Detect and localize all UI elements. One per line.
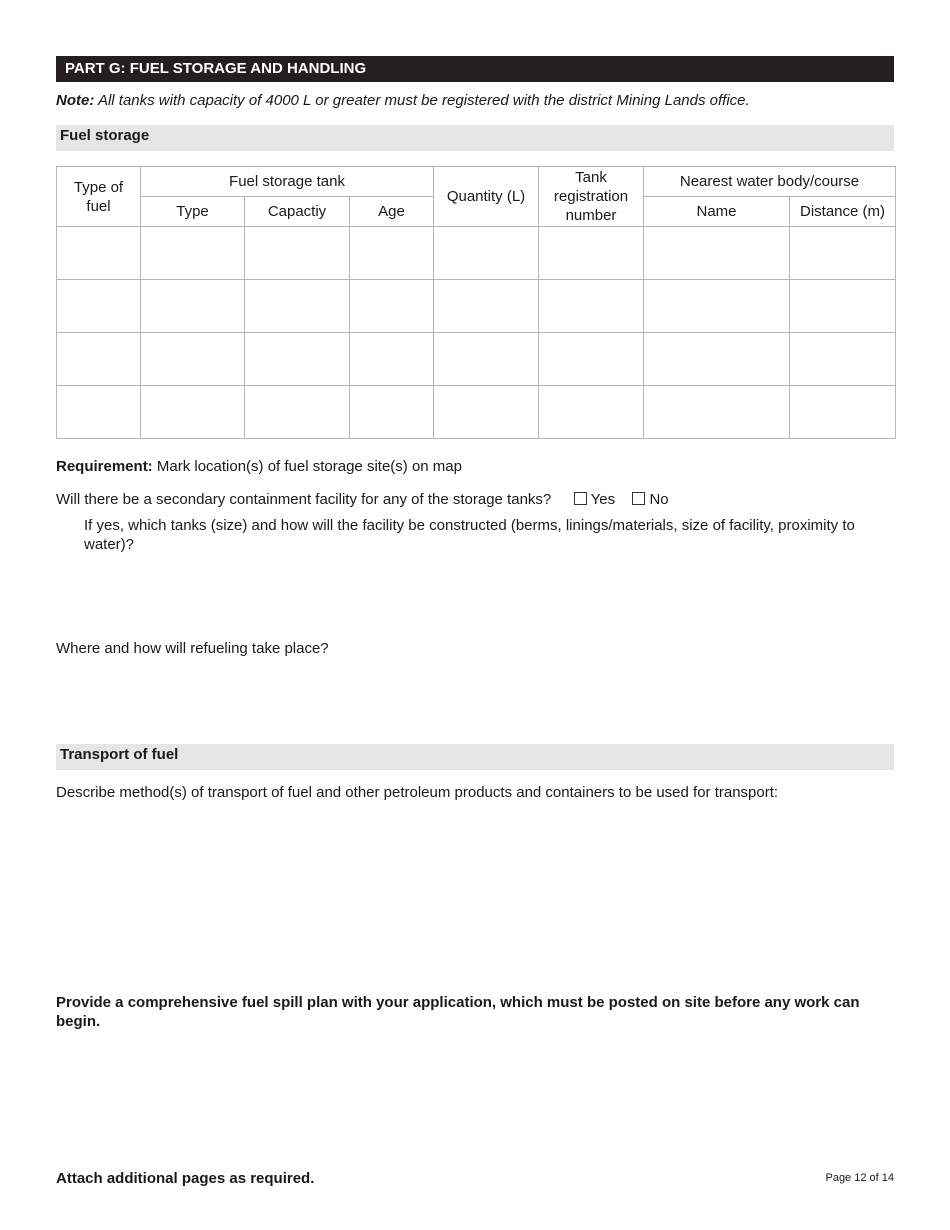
page-number: Page 12 of 14 — [825, 1172, 894, 1184]
cell-input[interactable] — [434, 333, 539, 386]
cell-input[interactable] — [539, 227, 644, 280]
cell-input[interactable] — [790, 227, 896, 280]
if-yes-answer-area[interactable] — [84, 556, 894, 626]
requirement-text: Mark location(s) of fuel storage site(s) on map — [152, 458, 462, 475]
cell-input[interactable] — [245, 333, 350, 386]
table-row — [57, 227, 896, 280]
col-quantity: Quantity (L) — [434, 167, 539, 227]
table-row — [57, 333, 896, 386]
col-type-of-fuel: Type of fuel — [57, 167, 141, 227]
cell-input[interactable] — [539, 386, 644, 439]
cell-input[interactable] — [434, 386, 539, 439]
table-row — [57, 280, 896, 333]
cell-input[interactable] — [141, 227, 245, 280]
attach-pages-text: Attach additional pages as required. — [56, 1170, 315, 1187]
cell-input[interactable] — [141, 386, 245, 439]
yes-label: Yes — [590, 491, 616, 508]
fuel-storage-table — [56, 166, 896, 439]
cell-input[interactable] — [790, 386, 896, 439]
transport-section-title: Transport of fuel — [56, 744, 894, 770]
refueling-answer-area[interactable] — [56, 664, 894, 736]
col-water-name: Name — [644, 197, 790, 227]
no-option[interactable] — [632, 491, 668, 508]
col-capacity: Capactiy — [245, 197, 350, 227]
table-row — [57, 386, 896, 439]
cell-input[interactable] — [790, 280, 896, 333]
cell-input[interactable] — [141, 280, 245, 333]
cell-input[interactable] — [245, 386, 350, 439]
note-label: Note: — [56, 92, 95, 109]
group-nearest-water: Nearest water body/course — [644, 167, 896, 197]
cell-input[interactable] — [350, 333, 434, 386]
cell-input[interactable] — [350, 227, 434, 280]
yes-checkbox[interactable] — [574, 492, 587, 505]
refueling-question: Where and how will refueling take place? — [56, 640, 329, 657]
if-yes-text: If yes, which tanks (size) and how will the facility be constructed (berms, linings/materials, size of facility, proximity to water)? — [84, 517, 855, 553]
cell-input[interactable] — [57, 280, 141, 333]
note-text: All tanks with capacity of 4000 L or greater must be registered with the district Mining Lands office. — [94, 92, 750, 109]
cell-input[interactable] — [350, 280, 434, 333]
fuel-storage-section-title: Fuel storage — [56, 125, 894, 151]
cell-input[interactable] — [57, 227, 141, 280]
part-title: PART G: FUEL STORAGE AND HANDLING — [56, 56, 894, 82]
transport-answer-area[interactable] — [56, 808, 894, 984]
cell-input[interactable] — [644, 280, 790, 333]
no-label: No — [649, 491, 669, 508]
secondary-question-text: Will there be a secondary containment facility for any of the storage tanks? — [56, 491, 552, 508]
cell-input[interactable] — [644, 227, 790, 280]
cell-input[interactable] — [434, 280, 539, 333]
requirement — [56, 458, 462, 475]
cell-input[interactable] — [141, 333, 245, 386]
no-checkbox[interactable] — [632, 492, 645, 505]
cell-input[interactable] — [245, 227, 350, 280]
cell-input[interactable] — [539, 333, 644, 386]
note — [56, 92, 750, 109]
requirement-label: Requirement: — [56, 458, 153, 475]
cell-input[interactable] — [245, 280, 350, 333]
transport-description: Describe method(s) of transport of fuel and other petroleum products and containers to be used for transport: — [56, 784, 779, 801]
cell-input[interactable] — [790, 333, 896, 386]
cell-input[interactable] — [644, 386, 790, 439]
col-distance: Distance (m) — [790, 197, 896, 227]
yes-option[interactable] — [574, 491, 615, 508]
secondary-containment-question — [56, 491, 669, 508]
cell-input[interactable] — [644, 333, 790, 386]
spill-plan-text: Provide a comprehensive fuel spill plan with your application, which must be posted on site before any work can begin. — [56, 994, 860, 1030]
group-fuel-storage-tank: Fuel storage tank — [141, 167, 434, 197]
col-age: Age — [350, 197, 434, 227]
cell-input[interactable] — [57, 333, 141, 386]
col-tank-registration: Tank registration number — [539, 167, 644, 227]
col-tank-type: Type — [141, 197, 245, 227]
cell-input[interactable] — [350, 386, 434, 439]
cell-input[interactable] — [539, 280, 644, 333]
cell-input[interactable] — [434, 227, 539, 280]
cell-input[interactable] — [57, 386, 141, 439]
